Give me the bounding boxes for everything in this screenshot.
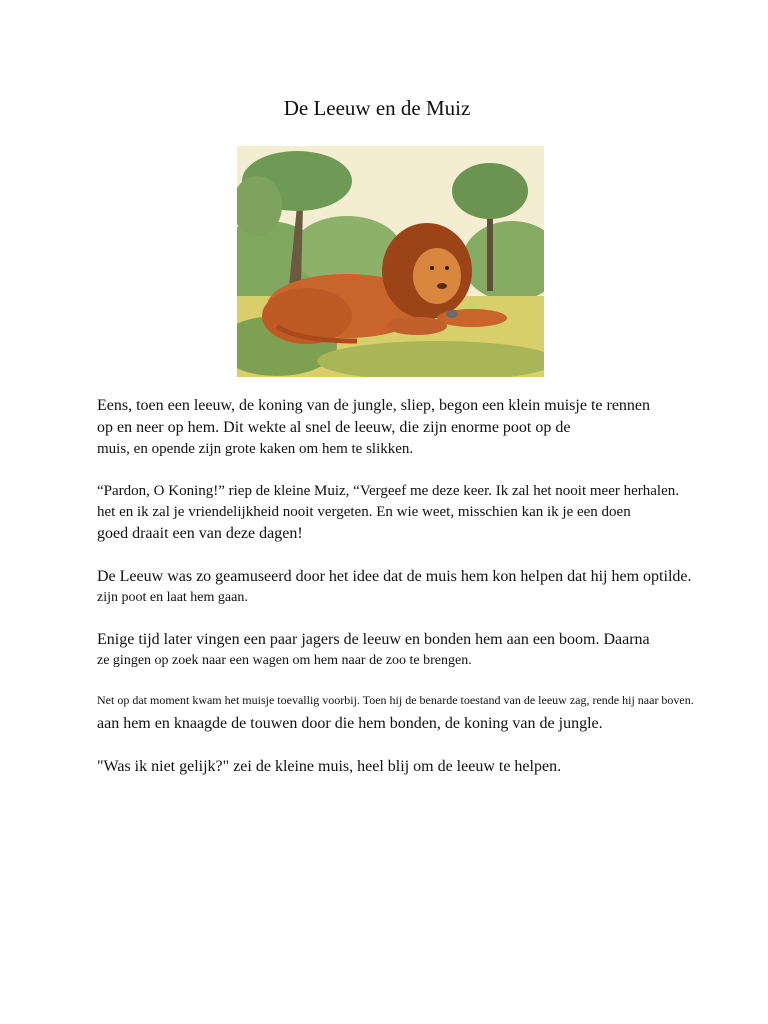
- text-line-6: goed draait een van deze dagen!: [97, 525, 303, 542]
- lion-and-mouse-illustration: [237, 146, 544, 377]
- text-line-3: muis, en opende zijn grote kaken om hem te slikken.: [97, 441, 414, 457]
- text-line-9: Enige tijd later vingen een paar jagers de leeuw en bonden hem aan een boom. Daarna: [97, 631, 650, 648]
- lion-eye: [430, 266, 434, 270]
- text-line-11: Net op dat moment kwam het muisje toevallig voorbij. Toen hij de benarde toestand van de leeuw zag, rende hij naar boven.: [97, 693, 694, 707]
- mouse: [446, 310, 458, 318]
- text-line-8: zijn poot en laat hem gaan.: [97, 590, 248, 605]
- text-line-13: "Was ik niet gelijk?" zei de kleine muis, heel blij om de leeuw te helpen.: [97, 758, 562, 775]
- lion-nose: [437, 283, 447, 289]
- page-title: De Leeuw en de Muiz: [283, 96, 471, 120]
- tree-crown: [452, 163, 528, 219]
- lion-eye: [445, 266, 449, 270]
- text-line-2: op en neer op hem. Dit wekte al snel de leeuw, die zijn enorme poot op de: [97, 419, 571, 436]
- text-line-7: De Leeuw was zo geamuseerd door het idee dat de muis hem kon helpen dat hij hem optilde.: [97, 568, 692, 585]
- lion-face: [413, 248, 461, 304]
- lion-paw: [387, 317, 447, 335]
- text-line-10: ze gingen op zoek naar een wagen om hem naar de zoo te brengen.: [97, 653, 472, 668]
- text-line-4: “Pardon, O Koning!” riep de kleine Muiz, “Vergeef me deze keer. Ik zal het nooit meer herhalen.: [97, 483, 679, 499]
- text-line-5: het en ik zal je vriendelijkheid nooit vergeten. En wie weet, misschien kan ik je een doen: [97, 504, 631, 520]
- text-line-12: aan hem en knaagde de touwen door die hem bonden, de koning van de jungle.: [97, 715, 603, 732]
- text-line-1: Eens, toen een leeuw, de koning van de jungle, sliep, begon een klein muisje te rennen: [97, 397, 651, 414]
